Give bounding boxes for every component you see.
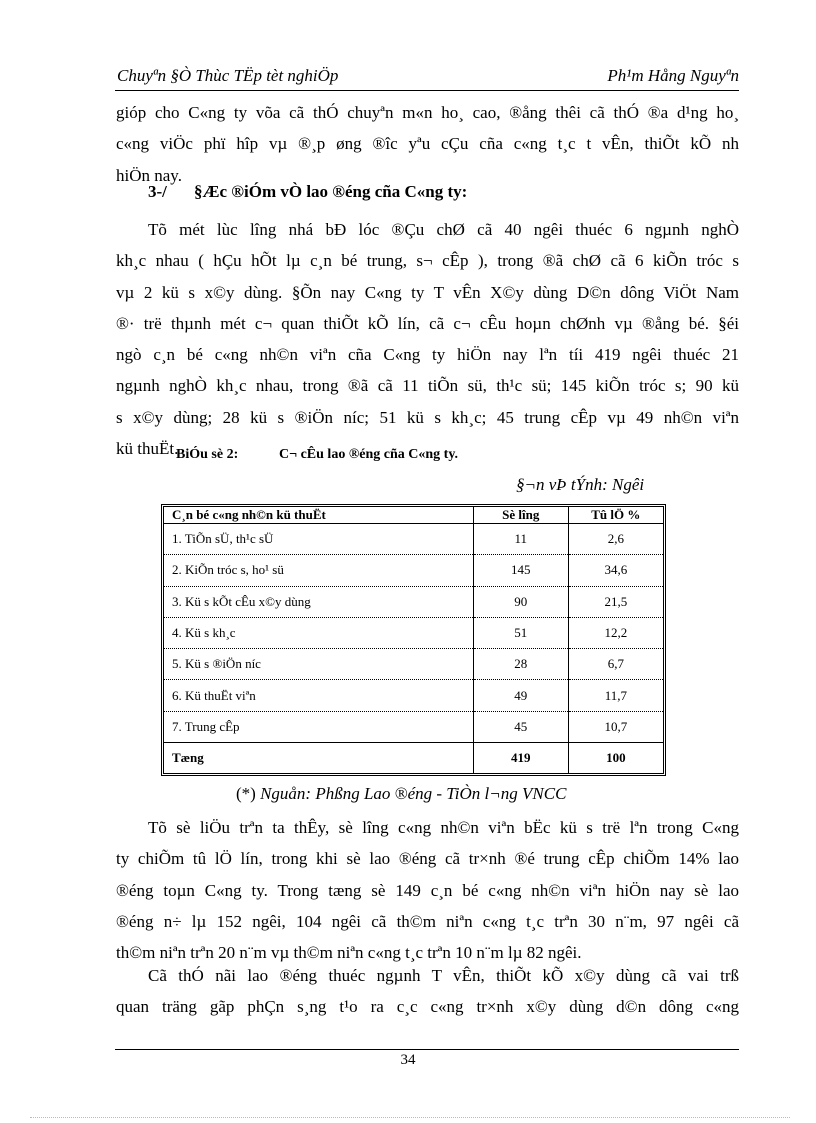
header-left-title: Chuyªn §Ò Thùc TËp tèt nghiÖp — [117, 66, 339, 85]
table-row — [164, 617, 663, 648]
col-header-staff: C¸n bé c«ng nh©n kü thuËt — [172, 507, 326, 522]
col-header-quantity: Sè lîng — [473, 507, 568, 524]
row-quantity: 28 — [473, 649, 568, 680]
text-line: Tõ sè liÖu trªn ta thÊy, sè lîng c«ng nh©n viªn bËc kü s trë lªn trong C«ng — [148, 818, 739, 837]
unit-note: §¬n vÞ tÝnh: Ngêi — [516, 475, 645, 494]
row-quantity: 145 — [473, 555, 568, 586]
row-percent: 21,5 — [568, 586, 663, 617]
table-row — [164, 555, 663, 586]
section-heading — [148, 182, 467, 202]
page-header — [115, 62, 739, 91]
paragraph-2 — [116, 214, 739, 464]
row-label: 2. KiÕn tróc s, ho¹ sü — [172, 562, 284, 578]
text-line: ®éng toµn C«ng ty. Trong tæng sè 149 c¸n bé c«ng nh©n viªn hiÖn nay sè lao — [116, 880, 739, 900]
text-line: ngò c¸n bé c«ng nh©n viªn cña C«ng ty hiÖn nay lªn tíi 419 ngêi thuéc 21 — [116, 345, 739, 365]
row-label: 6. Kü thuËt viªn — [172, 687, 256, 703]
row-label: 4. Kü s kh¸c — [172, 625, 236, 641]
text-line: ®· trë thµnh mét c¬ quan thiÕt kÕ lín, cã c¬ cÊu hoµn chØnh vµ ®ång bé. §éi — [116, 313, 739, 333]
row-label: 1. TiÕn sÜ, th¹c sÜ — [172, 531, 274, 547]
source-prefix: (*) — [236, 784, 256, 803]
row-quantity: 49 — [473, 680, 568, 711]
table-row — [164, 711, 663, 742]
footer-divider — [115, 1049, 739, 1050]
total-percent: 100 — [568, 743, 663, 773]
text-line: ty chiÕm tû lÖ lín, trong khi sè lao ®éng cã tr×nh ®é trung cÊp chiÕm 14% lao — [116, 849, 739, 869]
text-line: quan träng gãp phÇn s¸ng t¹o ra c¸c c«ng tr×nh x©y dùng d©n dông c«ng — [116, 997, 739, 1017]
row-percent: 34,6 — [568, 555, 663, 586]
caption-title: C¬ cÊu lao ®éng cña C«ng ty. — [279, 447, 459, 462]
row-percent: 10,7 — [568, 711, 663, 742]
table-total-row — [164, 743, 663, 773]
row-quantity: 11 — [473, 524, 568, 555]
source-text: Nguån: Phßng Lao ®éng - TiÒn l¬ng VNCC — [260, 784, 567, 803]
row-label: 5. Kü s ®iÖn níc — [172, 656, 261, 672]
text-line: c«ng viÖc phï hîp vµ ®¸p øng ®îc yªu cÇu cña c«ng t¸c t vÊn, thiÕt kÕ nh — [116, 134, 739, 154]
total-quantity: 419 — [473, 743, 568, 773]
row-quantity: 90 — [473, 586, 568, 617]
page-number: 34 — [400, 1052, 416, 1068]
header-author: Ph¹m Hång Nguyªn — [607, 66, 739, 85]
text-line: kh¸c nhau ( hÇu hÕt lµ c¸n bé trung, s¬ cÊp ), trong ®ã chØ cã 6 kiÕn tróc s — [116, 251, 739, 271]
text-line: s x©y dùng; 28 kü s ®iÖn níc; 51 kü s kh¸c; 45 trung cÊp vµ 49 nh©n viªn — [116, 407, 739, 427]
text-line: gióp cho C«ng ty võa cã thÓ chuyªn m«n ho¸ cao, ®ång thêi cã thÓ ®a d¹ng ho¸ — [116, 103, 739, 122]
row-label: 3. Kü s kÕt cÊu x©y dùng — [172, 593, 311, 609]
col-header-percent: Tû lÖ % — [568, 507, 663, 524]
row-quantity: 51 — [473, 617, 568, 648]
table-row — [164, 680, 663, 711]
table-header-row — [164, 507, 663, 524]
text-line: Tõ mét lùc lîng nhá bÐ lóc ®Çu chØ cã 40 ngêi thuéc 6 ngµnh nghÒ — [148, 220, 739, 239]
page-bottom-divider — [30, 1117, 790, 1118]
section-title: §Æc ®iÓm vÒ lao ®éng cña C«ng ty: — [194, 182, 468, 201]
row-percent: 2,6 — [568, 524, 663, 555]
text-line: th©m niªn trªn 20 n¨m vµ th©m niªn c«ng t¸c trªn 10 n¨m lµ 82 ngêi. — [116, 943, 582, 963]
paragraph-4 — [116, 960, 739, 1023]
labor-structure-table — [161, 504, 666, 776]
text-line: kü thuËt. — [116, 439, 179, 459]
paragraph-3 — [116, 812, 739, 968]
text-line: vµ 2 kü s x©y dùng. §Õn nay C«ng ty T vÊn X©y dùng D©n dông ViÖt Nam — [116, 282, 739, 302]
table-source-note — [236, 784, 566, 804]
row-percent: 6,7 — [568, 649, 663, 680]
row-percent: 12,2 — [568, 617, 663, 648]
text-line: ngµnh nghÒ kh¸c nhau, trong ®ã cã 11 tiÕn sü, th¹c sü; 145 kiÕn tróc s; 90 kü — [116, 376, 739, 396]
total-label: Tæng — [164, 743, 473, 773]
table-caption — [176, 447, 458, 463]
table-row — [164, 524, 663, 555]
table-row — [164, 586, 663, 617]
text-line: ®éng n÷ lµ 152 ngêi, 104 ngêi cã th©m niªn c«ng t¸c trªn 30 n¨m, 97 ngêi cã — [116, 911, 739, 931]
table-row — [164, 649, 663, 680]
text-line: Cã thÓ nãi lao ®éng thuéc ngµnh T vÊn, thiÕt kÕ x©y dùng cã vai trß — [148, 966, 739, 985]
section-number: 3-/ — [148, 182, 167, 201]
caption-label: BiÓu sè 2: — [176, 447, 239, 462]
row-quantity: 45 — [473, 711, 568, 742]
text-line: hiÖn nay. — [116, 165, 182, 185]
paragraph-1 — [116, 97, 739, 191]
row-percent: 11,7 — [568, 680, 663, 711]
row-label: 7. Trung cÊp — [172, 718, 240, 734]
